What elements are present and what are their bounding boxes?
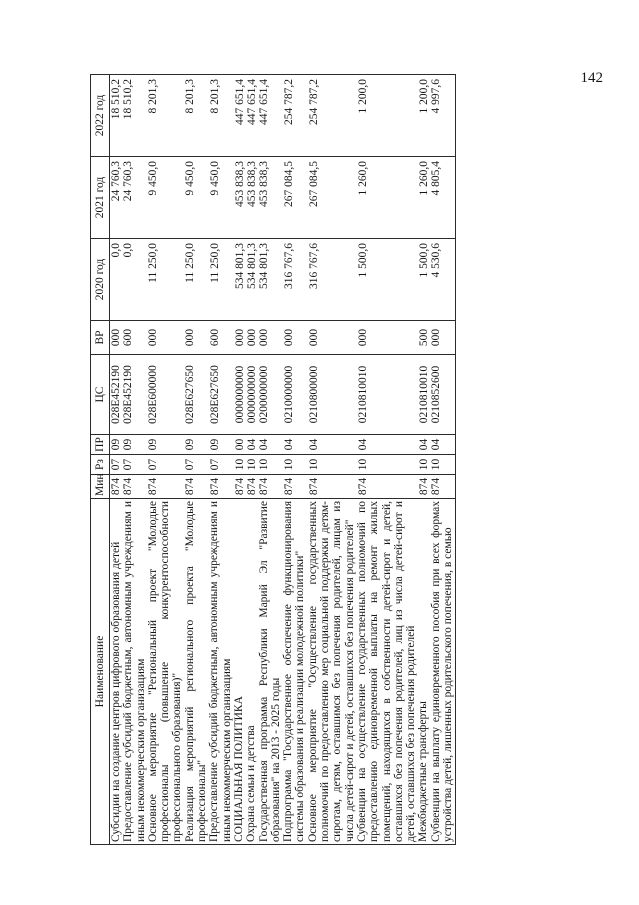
row-2020: 11 250,0 (184, 243, 196, 283)
row-2022: 447 651,4 (234, 79, 246, 125)
row-min: 874 (122, 477, 134, 496)
row-name: Межбюджетные трансферты (417, 701, 430, 842)
row-2021: 453 838,3 (258, 161, 270, 207)
row-2021: 1 260,0 (418, 161, 430, 196)
row-name: Предоставление субсидий бюджетным, автономным учреждениям и иным некоммерческим организациям (208, 501, 233, 842)
row-vr: 000 (184, 328, 196, 347)
row-rz: 07 (184, 458, 196, 471)
row-name: Предоставление субсидий бюджетным, автономным учреждениям и иным некоммерческим организациям (122, 501, 147, 842)
header-2020: 2020 год (91, 239, 110, 321)
row-name: Субвенции на осуществление государственных полномочий по предоставлению единовременной выплаты на ремонт жилых помещений, находящихся в собственности детей-сирот и детей, оставшихся без попечения родителей, лиц из числа детей-сирот и детей, оставшихся без попечения родителей (355, 501, 418, 842)
header-vr: ВР (91, 321, 110, 355)
row-pr-cell (110, 435, 456, 455)
row-2021: 24 760,3 (110, 161, 122, 202)
row-vr: 600 (122, 328, 134, 347)
row-2022-cell (110, 75, 456, 157)
row-2021: 267 084,5 (283, 161, 295, 207)
header-min: Мин (91, 475, 110, 499)
row-name: Субсидии на создание центров цифрового образования детей (110, 541, 122, 842)
row-rz: 10 (430, 458, 442, 471)
row-rz: 10 (246, 458, 258, 471)
row-pr: 09 (184, 438, 196, 451)
row-name: Подпрограмма "Государственное обеспечение функционирования системы образования и реализации молодежной политики" (282, 501, 307, 842)
row-rz: 10 (234, 458, 246, 471)
row-rz: 07 (122, 458, 134, 471)
row-name: СОЦИАЛЬНАЯ ПОЛИТИКА (232, 696, 245, 842)
row-2021: 453 838,3 (246, 161, 258, 207)
row-cs: 0210810010 (357, 365, 369, 424)
row-2020: 534 801,3 (234, 243, 246, 289)
row-vr: 000 (110, 328, 122, 347)
row-pr: 04 (308, 438, 320, 451)
row-min: 874 (110, 477, 122, 496)
row-pr: 09 (122, 438, 134, 451)
row-vr: 600 (209, 328, 221, 347)
row-pr: 00 (234, 438, 246, 451)
row-pr: 09 (110, 438, 122, 451)
row-2020: 0,0 (110, 243, 122, 258)
row-rz-cell (110, 455, 456, 475)
table-header-row (91, 75, 110, 845)
row-vr: 000 (357, 328, 369, 347)
row-vr: 000 (258, 328, 270, 347)
table-body (110, 75, 456, 845)
row-2020: 316 767,6 (283, 243, 295, 289)
page-number: 142 (580, 70, 603, 86)
row-2020: 1 500,0 (357, 243, 369, 278)
row-pr: 04 (258, 438, 270, 451)
row-2020-cell (110, 239, 456, 321)
row-2022: 1 200,0 (357, 79, 369, 114)
row-min: 874 (357, 477, 369, 496)
table-data-row (110, 75, 456, 845)
row-cs: 0000000000 (246, 365, 258, 424)
row-vr: 000 (147, 328, 159, 347)
row-2020: 316 767,6 (308, 243, 320, 289)
row-vr: 500 (418, 328, 430, 347)
row-vr: 000 (308, 328, 320, 347)
row-cs: 0210810010 (418, 365, 430, 424)
row-2020: 534 801,3 (246, 243, 258, 289)
row-2022: 18 510,2 (122, 79, 134, 120)
row-rz: 10 (258, 458, 270, 471)
rotated-table (90, 75, 609, 845)
row-vr: 000 (283, 328, 295, 347)
row-name: Государственная программа Республики Марий Эл "Развитие образования" на 2013 - 2025 годы (257, 501, 282, 842)
row-pr: 09 (209, 438, 221, 451)
row-min: 874 (258, 477, 270, 496)
row-rz: 07 (209, 458, 221, 471)
row-rz: 10 (308, 458, 320, 471)
row-2022: 254 787,2 (308, 79, 320, 125)
row-min: 874 (147, 477, 159, 496)
header-2022: 2022 год (91, 75, 110, 157)
row-2020: 1 500,0 (418, 243, 430, 278)
row-name: Основное мероприятие "Региональный проект "Молодые профессионалы (повышение конкурентоспособности профессионального образования)" (146, 501, 184, 842)
header-2021: 2021 год (91, 157, 110, 239)
row-2020: 0,0 (122, 243, 134, 258)
row-cs: 0210852600 (430, 365, 442, 424)
row-2021: 9 450,0 (209, 161, 221, 196)
row-2021: 4 805,4 (430, 161, 442, 196)
budget-table-container (90, 75, 609, 845)
row-cs: 0000000000 (234, 365, 246, 424)
row-2020: 534 801,3 (258, 243, 270, 289)
row-name: Основное мероприятие "Осуществление государственных полномочий по предоставлению мер социальной поддержки детям-сиротам, детям, оставшимся без попечения родителей, лицам из числа детей-сирот и детей, оставшихся без попечения родителей" (306, 501, 356, 842)
row-cs: 028Е452190 (110, 365, 122, 424)
row-cs-cell (110, 355, 456, 435)
row-name: Субвенции на выплату единовременного пособия при всех формах устройства детей, лишенных родительского попечения, в семью (429, 501, 455, 842)
row-2021: 1 260,0 (357, 161, 369, 196)
row-pr: 04 (246, 438, 258, 451)
header-cs: ЦС (91, 355, 110, 435)
header-pr: ПР (91, 435, 110, 455)
row-pr: 09 (147, 438, 159, 451)
row-name: Охрана семьи и детства (245, 725, 258, 842)
row-min: 874 (430, 477, 442, 496)
row-cs: 0210800000 (308, 365, 320, 424)
row-2021: 9 450,0 (184, 161, 196, 196)
row-min: 874 (246, 477, 258, 496)
row-2022: 1 200,0 (418, 79, 430, 114)
row-vr: 000 (430, 328, 442, 347)
budget-table (90, 74, 456, 845)
row-2021: 267 084,5 (308, 161, 320, 207)
row-min: 874 (209, 477, 221, 496)
row-cs: 028Е627650 (209, 365, 221, 424)
row-2022: 447 651,4 (246, 79, 258, 125)
row-2022: 4 997,6 (430, 79, 442, 114)
row-2022: 8 201,3 (184, 79, 196, 114)
row-2020: 11 250,0 (147, 243, 159, 283)
row-min-cell (110, 475, 456, 499)
row-rz: 07 (147, 458, 159, 471)
row-min: 874 (308, 477, 320, 496)
row-cs: 0200000000 (258, 365, 270, 424)
row-2022: 447 651,4 (258, 79, 270, 125)
row-pr: 04 (357, 438, 369, 451)
row-vr-cell (110, 321, 456, 355)
row-cs: 028Е452190 (122, 365, 134, 424)
row-name: Реализация мероприятий регионального проекта "Молодые профессионалы" (183, 501, 209, 842)
row-vr: 000 (246, 328, 258, 347)
row-cs: 028Е627650 (184, 365, 196, 424)
row-name-cell (110, 499, 456, 845)
row-2020: 4 530,6 (430, 243, 442, 278)
row-2022: 8 201,3 (209, 79, 221, 114)
row-2021: 24 760,3 (122, 161, 134, 202)
row-vr: 000 (234, 328, 246, 347)
row-min: 874 (283, 477, 295, 496)
row-min: 874 (418, 477, 430, 496)
row-pr: 04 (418, 438, 430, 451)
row-2022: 18 510,2 (110, 79, 122, 120)
row-min: 874 (184, 477, 196, 496)
row-rz: 10 (357, 458, 369, 471)
row-cs: 028Е600000 (147, 365, 159, 424)
row-2022: 8 201,3 (147, 79, 159, 114)
row-2021-cell (110, 157, 456, 239)
row-pr: 04 (430, 438, 442, 451)
row-rz: 07 (110, 458, 122, 471)
row-2021: 9 450,0 (147, 161, 159, 196)
row-pr: 04 (283, 438, 295, 451)
row-2021: 453 838,3 (234, 161, 246, 207)
row-cs: 0210000000 (283, 365, 295, 424)
row-min: 874 (234, 477, 246, 496)
row-rz: 10 (418, 458, 430, 471)
header-rz: Рз (91, 455, 110, 475)
row-2022: 254 787,2 (283, 79, 295, 125)
header-name: Наименование (91, 499, 110, 845)
row-2020: 11 250,0 (209, 243, 221, 283)
row-rz: 10 (283, 458, 295, 471)
